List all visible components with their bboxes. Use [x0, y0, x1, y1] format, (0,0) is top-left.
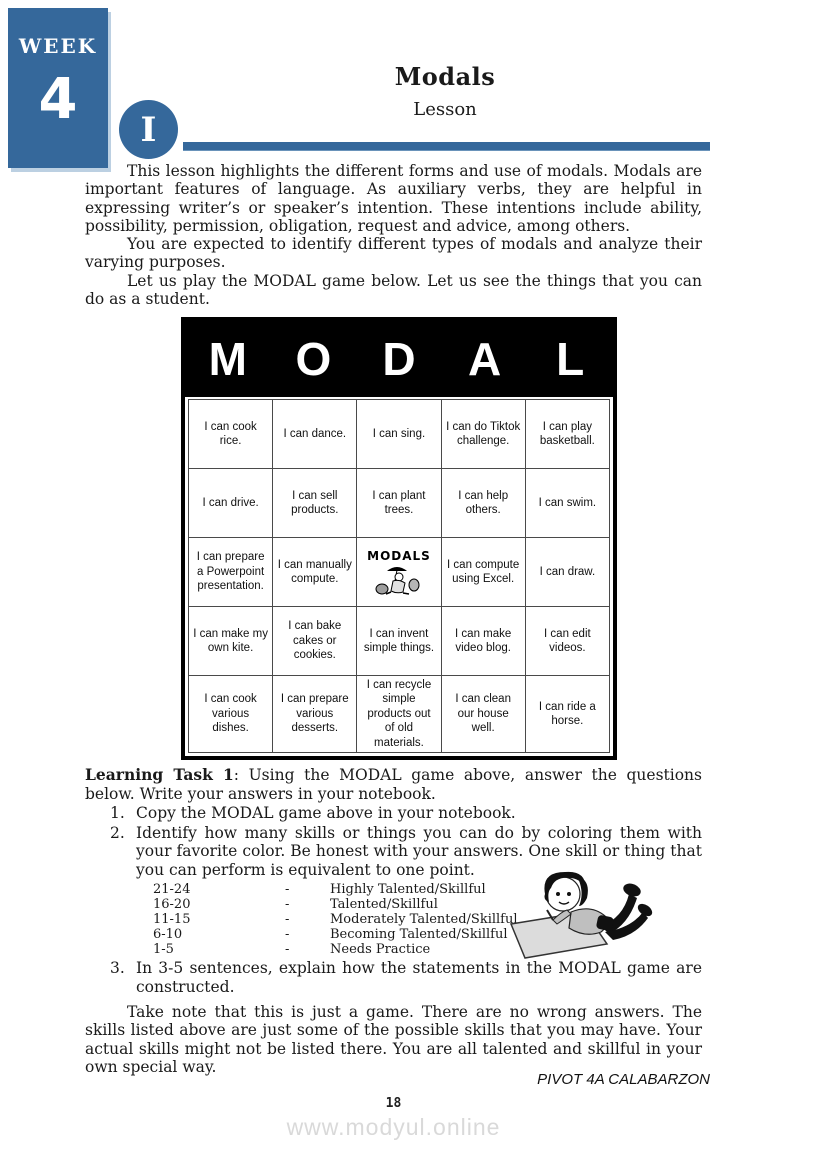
list-item-text: Copy the MODAL game above in your notebook. [136, 804, 516, 823]
phase-i-icon [119, 100, 178, 159]
score-label: Moderately Talented/Skillful [330, 911, 518, 927]
game-cell: I can edit videos. [525, 607, 609, 676]
intro-paragraph-1: This lesson highlights the different forms and use of modals. Modals are important features of language. As auxiliary verbs, they are helpful in expressing writer’s or speaker’s intention. These intentions include ability, possibility, permission, obligation, request and advice, among others. [85, 162, 702, 235]
phase-letter: I [140, 109, 157, 150]
score-label: Becoming Talented/Skillful [330, 926, 508, 942]
game-cell: I can sing. [357, 400, 441, 469]
score-label: Needs Practice [330, 941, 431, 957]
list-item-number: 2. [110, 823, 125, 842]
game-cell: I can help others. [441, 469, 525, 538]
score-dash: - [285, 911, 290, 927]
modals-clipart-icon [373, 565, 425, 595]
header-letter-o: O [295, 333, 332, 385]
table-row [189, 676, 610, 753]
header-letter-d: D [382, 333, 416, 385]
list-item [85, 804, 702, 823]
game-cell: I can plant trees. [357, 469, 441, 538]
game-cell: I can make video blog. [441, 607, 525, 676]
modal-game-table [181, 317, 617, 760]
closing-paragraph: Take note that this is just a game. There are no wrong answers. The skills listed above are just some of the possible skills that you may have. Your actual skills might not be listed there. You are all talented and skillful in your own special way. [85, 1003, 702, 1076]
table-row [189, 469, 610, 538]
section-divider [183, 142, 710, 151]
game-cell: I can bake cakes or cookies. [273, 607, 357, 676]
list-item-text: Identify how many skills or things you can do by coloring them with your favorite color. Be honest with your answers. One skill or thing that you can perform is equivalent to one point. [136, 823, 702, 879]
list-item-number: 1. [110, 804, 125, 823]
modals-clipart-word: MODALS [367, 549, 431, 563]
table-row [189, 607, 610, 676]
game-cell-center-art [357, 538, 441, 607]
header-letter-l: L [556, 333, 585, 385]
game-cell: I can ride a horse. [525, 676, 609, 753]
game-cell: I can dance. [273, 400, 357, 469]
score-dash: - [285, 896, 290, 912]
learning-task-intro [85, 766, 702, 803]
modal-game-header [185, 321, 613, 397]
game-cell: I can clean our house well. [441, 676, 525, 753]
game-cell: I can cook rice. [189, 400, 273, 469]
game-cell: I can compute using Excel. [441, 538, 525, 607]
game-cell: I can sell products. [273, 469, 357, 538]
week-badge [8, 8, 108, 168]
list-item [85, 959, 702, 996]
learning-task-instructions: : Using the MODAL game above, answer the questions below. Write your answers in your notebook. [85, 766, 702, 803]
score-label: Highly Talented/Skillful [330, 881, 486, 897]
score-range: 16-20 [153, 896, 191, 912]
intro-paragraph-2: You are expected to identify different types of modals and analyze their varying purposes. [85, 235, 702, 272]
game-cell: I can prepare a Powerpoint presentation. [189, 538, 273, 607]
week-label: WEEK [18, 34, 98, 58]
score-range: 21-24 [153, 881, 191, 897]
list-item-number: 3. [110, 958, 125, 977]
header-letter-a: A [467, 333, 502, 385]
table-row [189, 400, 610, 469]
page-subtitle: Lesson [413, 99, 477, 120]
page-title: Modals [394, 62, 496, 91]
game-cell: I can cook various dishes. [189, 676, 273, 753]
game-cell: I can recycle simple products out of old materials. [357, 676, 441, 753]
watermark: www.modyul.online [286, 1114, 501, 1140]
score-dash: - [285, 941, 290, 957]
attribution: PIVOT 4A CALABARZON [537, 1071, 710, 1088]
table-row [189, 538, 610, 607]
header-letter-m: M [208, 333, 247, 385]
game-cell: I can draw. [525, 538, 609, 607]
game-cell: I can invent simple things. [357, 607, 441, 676]
game-cell: I can drive. [189, 469, 273, 538]
learning-task-label: Learning Task 1 [85, 765, 234, 784]
game-cell: I can make my own kite. [189, 607, 273, 676]
score-range: 11-15 [153, 911, 191, 927]
modal-game-grid [185, 397, 613, 756]
week-number: 4 [38, 67, 78, 132]
closing-section [85, 1003, 702, 1076]
game-cell: I can do Tiktok challenge. [441, 400, 525, 469]
title-block [180, 62, 710, 120]
intro-section [85, 162, 702, 308]
score-label: Talented/Skillful [330, 896, 438, 912]
game-cell: I can swim. [525, 469, 609, 538]
game-cell: I can manually compute. [273, 538, 357, 607]
score-range: 6-10 [153, 926, 183, 942]
intro-paragraph-3: Let us play the MODAL game below. Let us see the things that you can do as a student. [85, 271, 702, 308]
student-writing-illustration [505, 864, 653, 964]
game-cell: I can prepare various desserts. [273, 676, 357, 753]
list-item-text: In 3-5 sentences, explain how the statements in the MODAL game are constructed. [136, 958, 702, 996]
score-dash: - [285, 881, 290, 897]
game-cell: I can play basketball. [525, 400, 609, 469]
page-number: 18 [385, 1096, 402, 1111]
score-range: 1-5 [153, 941, 174, 957]
score-dash: - [285, 926, 290, 942]
